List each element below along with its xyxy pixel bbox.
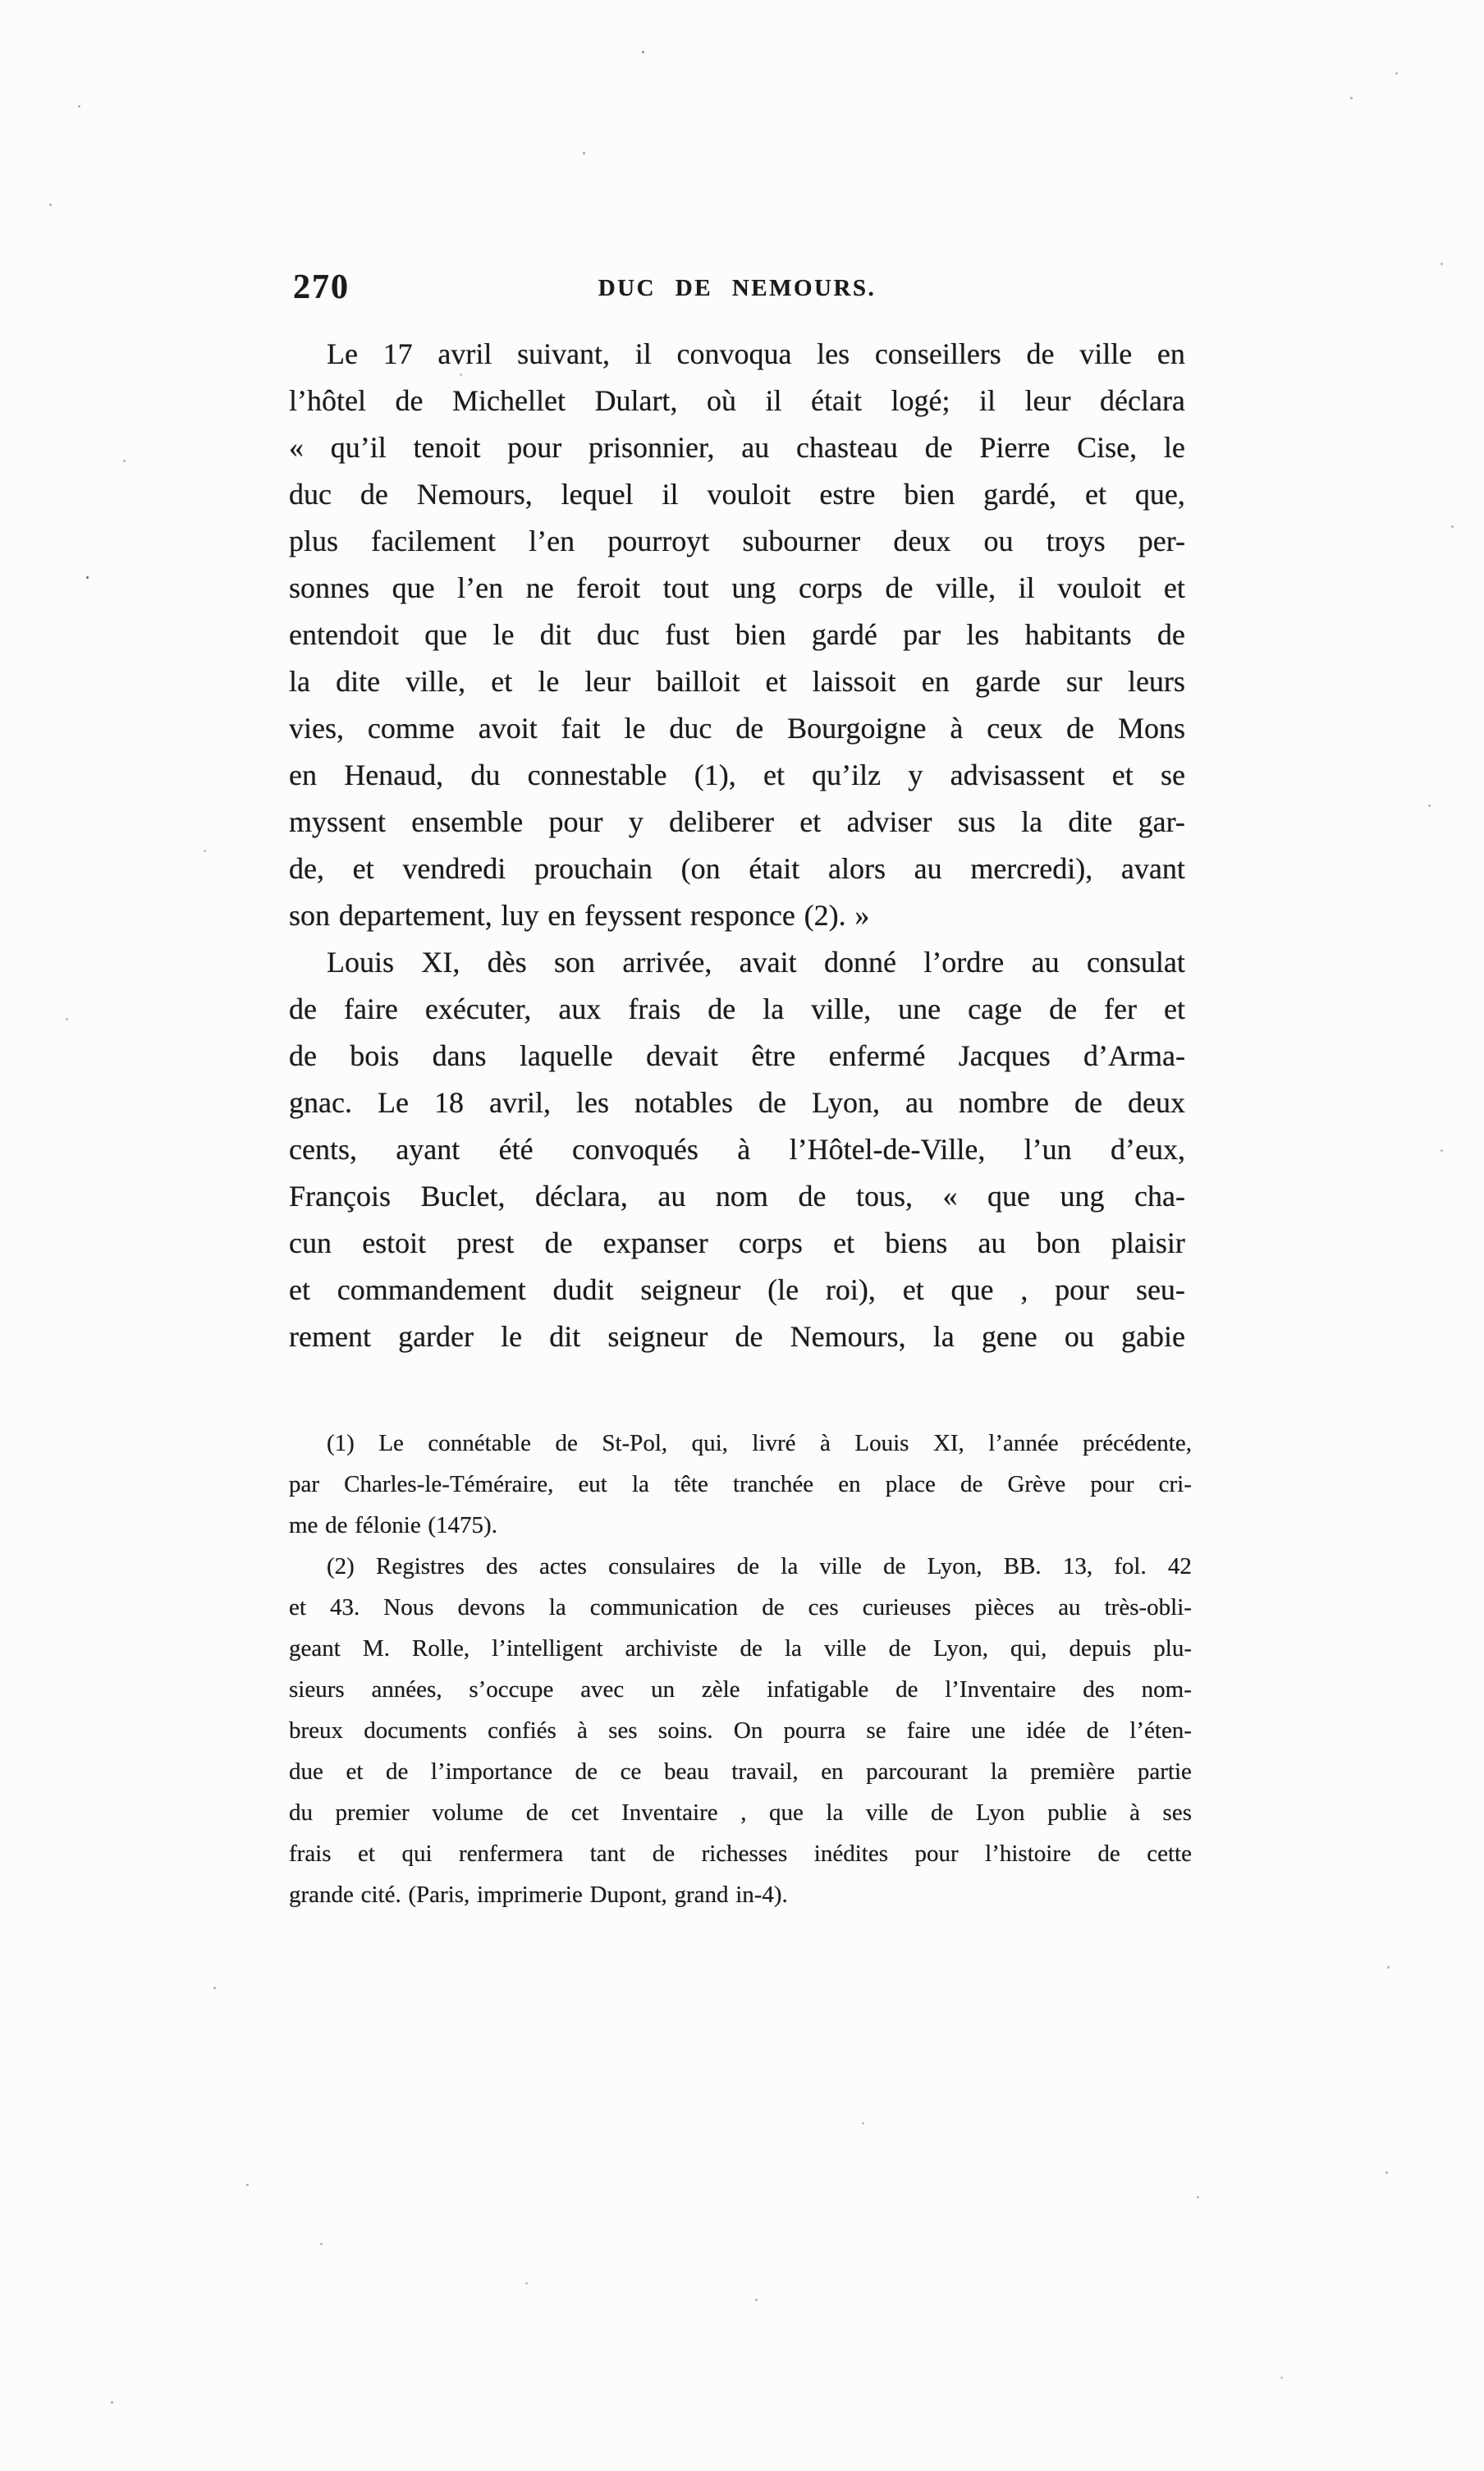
text-line: cents, ayant été convoqués à l’Hôtel-de-Ville, l’un d’eux, <box>289 1132 1185 1166</box>
text-line: François Buclet, déclara, au nom de tous, « que ung cha- <box>289 1179 1185 1213</box>
text-line: « qu’il tenoit pour prisonnier, au chasteau de Pierre Cise, le <box>289 430 1185 464</box>
footnote-1 <box>289 1423 1192 1546</box>
text-line: frais et qui renfermera tant de richesses inédites pour l’histoire de cette <box>289 1840 1192 1867</box>
text-line: (1) Le connétable de St-Pol, qui, livré à Louis XI, l’année précédente, <box>327 1429 1192 1456</box>
text-line: me de félonie (1475). <box>289 1511 497 1538</box>
text-line: rement garder le dit seigneur de Nemours, la gene ou gabie <box>289 1319 1185 1353</box>
text-line: et 43. Nous devons la communication de ces curieuses pièces au très-obli- <box>289 1593 1192 1621</box>
text-line: vies, comme avoit fait le duc de Bourgoigne à ceux de Mons <box>289 711 1185 745</box>
running-title: DUC DE NEMOURS. <box>598 275 877 301</box>
text-line: (2) Registres des actes consulaires de la ville de Lyon, BB. 13, fol. 42 <box>327 1552 1192 1579</box>
text-line: la dite ville, et le leur bailloit et laissoit en garde sur leurs <box>289 664 1185 698</box>
text-line: de faire exécuter, aux frais de la ville, une cage de fer et <box>289 992 1185 1025</box>
text-line: et commandement dudit seigneur (le roi), et que , pour seu- <box>289 1272 1185 1306</box>
text-line: due et de l’importance de ce beau travail, en parcourant la première partie <box>289 1758 1192 1785</box>
text-line: sonnes que l’en ne feroit tout ung corps de ville, il vouloit et <box>289 571 1185 604</box>
text-line: myssent ensemble pour y deliberer et adviser sus la dite gar- <box>289 805 1185 838</box>
text-line: Louis XI, dès son arrivée, avait donné l’ordre au consulat <box>327 945 1185 979</box>
text-line: gnac. Le 18 avril, les notables de Lyon, au nombre de deux <box>289 1085 1185 1119</box>
page-number: 270 <box>293 268 350 306</box>
text-line: grande cité. (Paris, imprimerie Dupont, grand in-4). <box>289 1881 788 1908</box>
text-line: breux documents confiés à ses soins. On pourra se faire une idée de l’éten- <box>289 1717 1192 1744</box>
text-line: en Henaud, du connestable (1), et qu’ilz y advisassent et se <box>289 758 1185 791</box>
scan-noise-specks <box>0 0 2 2</box>
main-text <box>289 330 1185 1359</box>
text-line: de bois dans laquelle devait être enfermé Jacques d’Arma- <box>289 1038 1185 1072</box>
text-line: son departement, luy en feyssent responce (2). » <box>289 898 870 932</box>
text-line: cun estoit prest de expanser corps et biens au bon plaisir <box>289 1226 1185 1259</box>
text-line: Le 17 avril suivant, il convoqua les conseillers de ville en <box>327 337 1185 370</box>
text-line: l’hôtel de Michellet Dulart, où il était logé; il leur déclara <box>289 383 1185 417</box>
text-line: plus facilement l’en pourroyt subourner deux ou troys per- <box>289 524 1185 557</box>
text-line: de, et vendredi prouchain (on était alors au mercredi), avant <box>289 851 1185 885</box>
text-line: duc de Nemours, lequel il vouloit estre bien gardé, et que, <box>289 477 1185 511</box>
text-line: entendoit que le dit duc fust bien gardé par les habitants de <box>289 617 1185 651</box>
text-line: geant M. Rolle, l’intelligent archiviste de la ville de Lyon, qui, depuis plu- <box>289 1634 1192 1662</box>
text-line: par Charles-le-Téméraire, eut la tête tranchée en place de Grève pour cri- <box>289 1470 1192 1497</box>
text-line: sieurs années, s’occupe avec un zèle infatigable de l’Inventaire des nom- <box>289 1676 1192 1703</box>
footnote-2 <box>289 1546 1192 1915</box>
text-line: du premier volume de cet Inventaire , que la ville de Lyon publie à ses <box>289 1799 1192 1826</box>
paragraph-1 <box>289 330 1185 938</box>
page-header <box>289 268 1185 317</box>
footnotes <box>289 1423 1192 1915</box>
paragraph-2 <box>289 938 1185 1359</box>
